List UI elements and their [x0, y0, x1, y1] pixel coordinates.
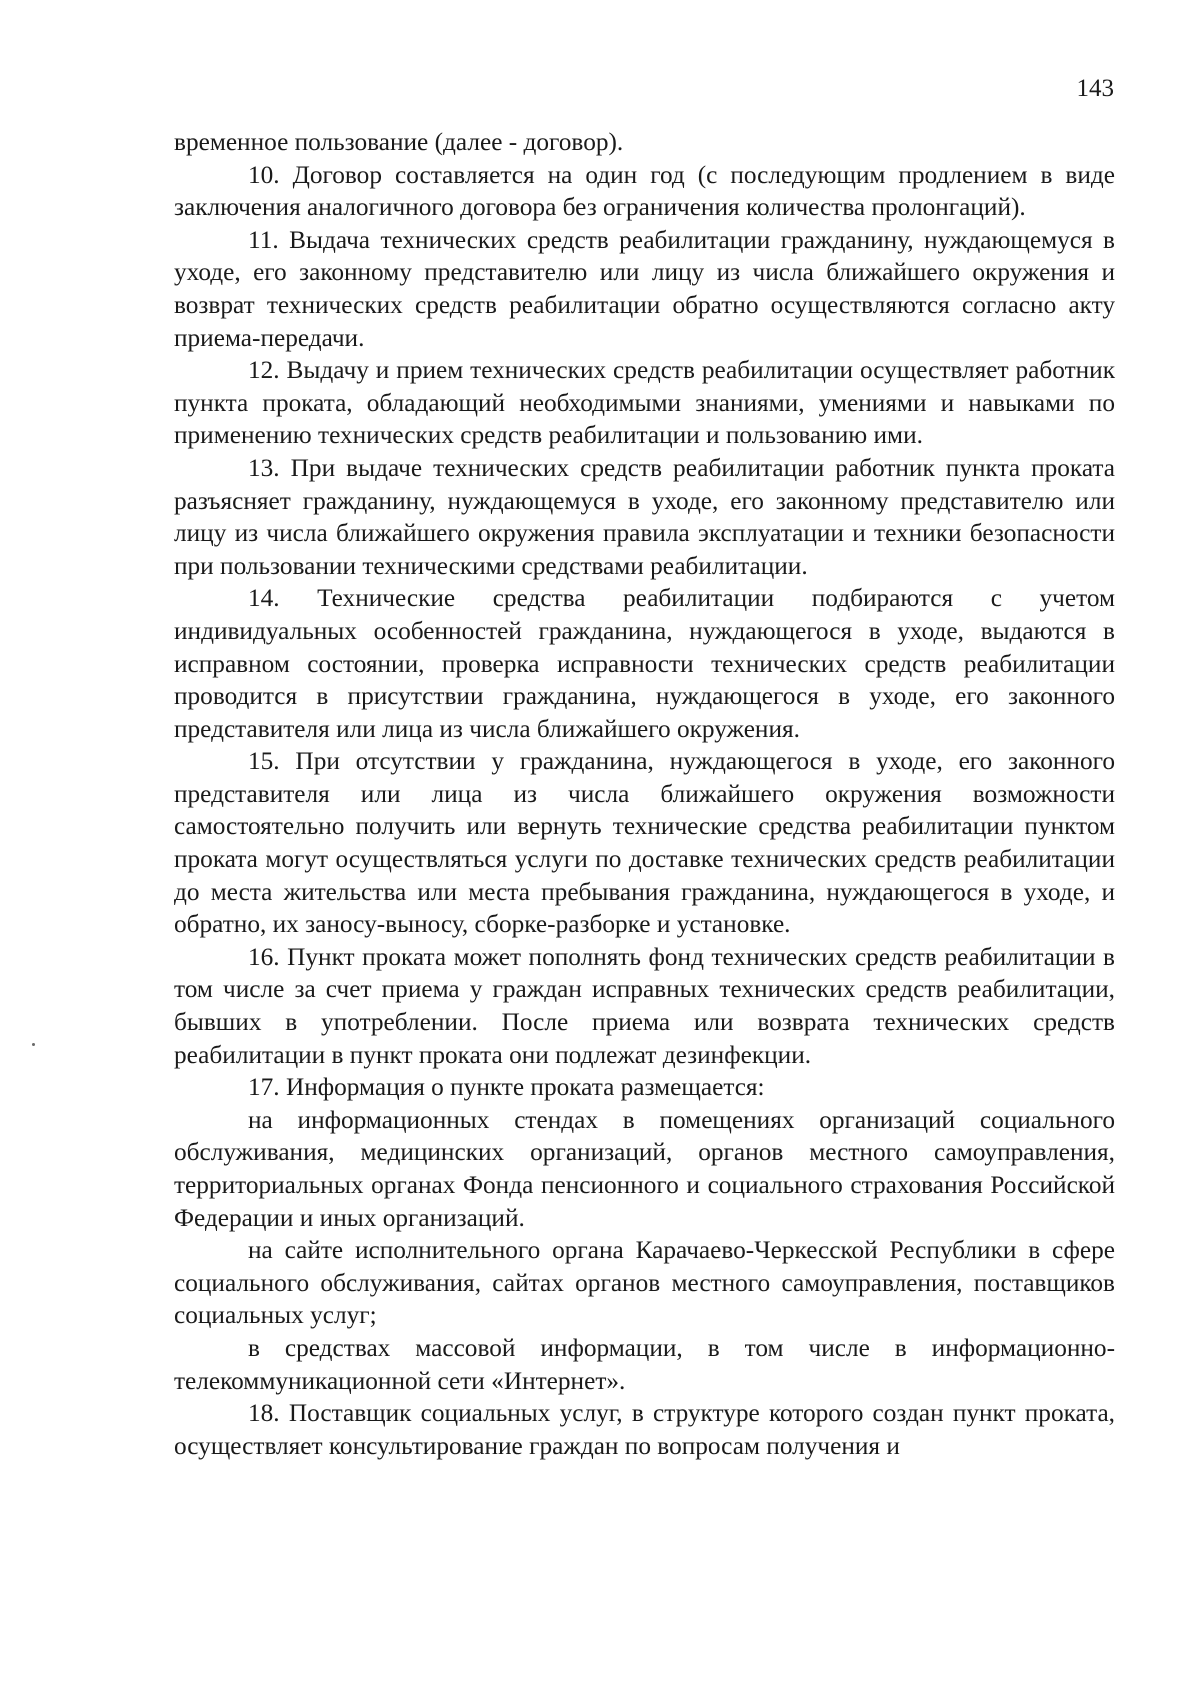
- paragraph-continuation: временное пользование (далее - договор).: [174, 128, 624, 156]
- paragraph-10: 10. Договор составляется на один год (с последующим продлением в виде заключения аналогичного договора без ограничения количества пролонгаций).: [174, 160, 1115, 222]
- document-body: [174, 126, 1115, 1462]
- paragraph-16: 16. Пункт проката может пополнять фонд технических средств реабилитации в том числе за счет приема у граждан исправных технических средств реабилитации, бывших в употреблении. После приема или возврата технических средств реабилитации в пункт проката они подлежат дезинфекции.: [174, 942, 1115, 1069]
- paragraph-17-stands: на информационных стендах в помещениях организаций социального обслуживания, медицинских организаций, органов местного самоуправления, территориальных органах Фонда пенсионного и социального страхования Российской Федерации и иных организаций.: [174, 1105, 1115, 1232]
- paragraph-13: 13. При выдаче технических средств реабилитации работник пункта проката разъясняет гражданину, нуждающемуся в уходе, его законному представителю или лицу из числа ближайшего окружения правила эксплуатации и техники безопасности при пользовании техническими средствами реабилитации.: [174, 453, 1115, 580]
- paragraph-17-media: в средствах массовой информации, в том числе в информационно-телекоммуникационной сети «Интернет».: [174, 1333, 1115, 1395]
- paragraph-17-websites: на сайте исполнительного органа Карачаево-Черкесской Республики в сфере социального обслуживания, сайтах органов местного самоуправления, поставщиков социальных услуг;: [174, 1236, 1115, 1330]
- paragraph-14: 14. Технические средства реабилитации подбираются с учетом индивидуальных особенностей гражданина, нуждающегося в уходе, выдаются в исправном состоянии, проверка исправности технических средств реабилитации проводится в присутствии гражданина, нуждающегося в уходе, его законного представителя или лица из числа ближайшего окружения.: [174, 584, 1115, 743]
- scan-speck: [32, 1043, 35, 1046]
- paragraph-11: 11. Выдача технических средств реабилитации гражданину, нуждающемуся в уходе, его законному представителю или лицу из числа ближайшего окружения и возврат технических средств реабилитации обратно осуществляются согласно акту приема-передачи.: [174, 225, 1115, 352]
- paragraph-12: 12. Выдачу и прием технических средств реабилитации осуществляет работник пункта проката, обладающий необходимыми знаниями, умениями и навыками по применению технических средств реабилитации и пользованию ими.: [174, 356, 1115, 450]
- paragraph-15: 15. При отсутствии у гражданина, нуждающегося в уходе, его законного представителя или лица из числа ближайшего окружения возможности самостоятельно получить или вернуть технические средства реабилитации пунктом проката могут осуществляться услуги по доставке технических средств реабилитации до места жительства или места пребывания гражданина, нуждающегося в уходе, и обратно, их заносу-выносу, сборке-разборке и установке.: [174, 747, 1115, 939]
- paragraph-17: 17. Информация о пункте проката размещается:: [248, 1073, 765, 1102]
- paragraph-18: 18. Поставщик социальных услуг, в структуре которого создан пункт проката, осуществляет консультирование граждан по вопросам получения и: [174, 1399, 1115, 1460]
- page-number: 143: [1076, 75, 1114, 102]
